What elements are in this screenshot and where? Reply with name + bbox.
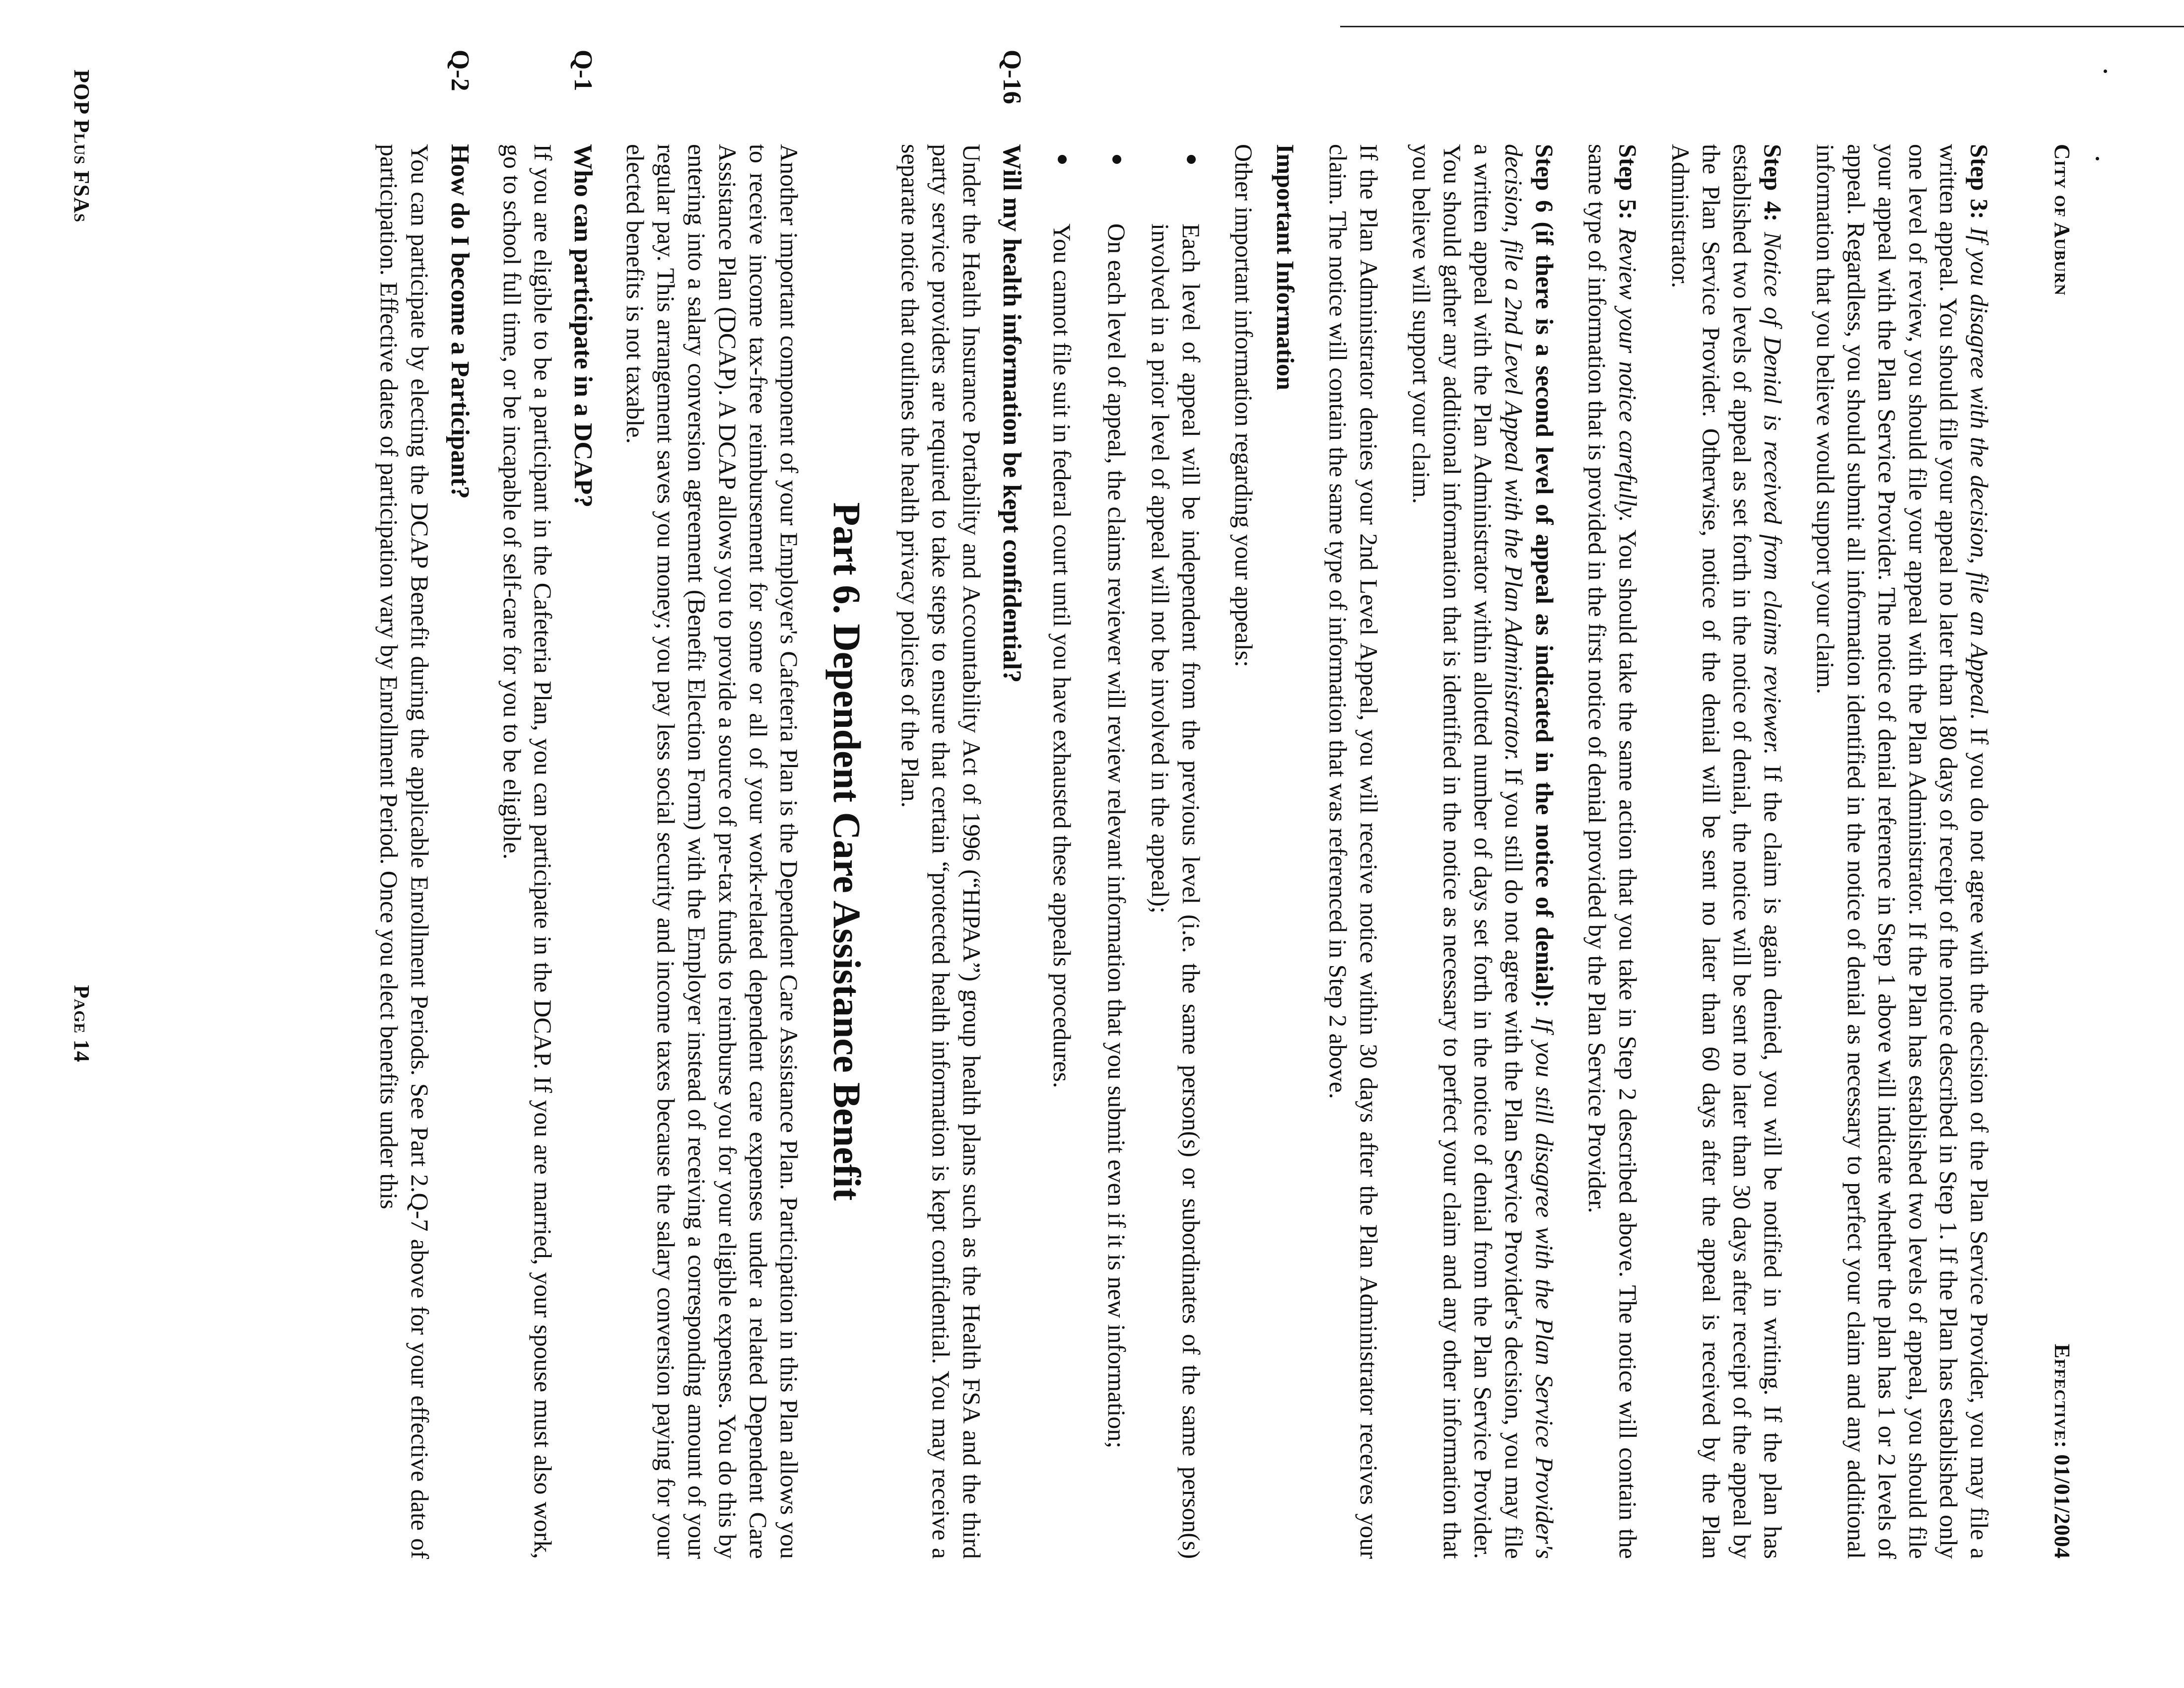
list-item — [1145, 144, 1207, 1559]
bullet-icon — [1112, 155, 1121, 164]
step-italic: Review your notice carefully. — [1614, 227, 1642, 522]
question-number: Q-16 — [998, 50, 1026, 104]
page-header — [2049, 144, 2075, 1559]
list-item-text: You cannot file suit in federal court until you have exhausted these appeals procedures. — [1048, 223, 1076, 1088]
list-item-text: Each level of appeal will be independent from the previous level (i.e. the same person(s) or subordinates of the same person(s) involved in a prior level of appeal will not be involved in the appeal); — [1147, 223, 1205, 1559]
step-italic: If you disagree with the decision, file an Appeal. — [1966, 227, 1993, 720]
admin-denial-paragraph: If the Plan Administrator denies your 2nd Level Appeal, you will receive notice within 30 days after the Plan Administrator receives your claim. The notice will contain the same type of information that was referenced in Step 2 above. — [1324, 144, 1383, 1559]
footer-left: POP Plus FSAs — [69, 70, 94, 223]
important-heading: Important Information — [1272, 144, 1299, 390]
step-italic: If you still disagree with the Plan Service Provider's decision, file a 2nd Level Appeal with the Plan Administrator. — [1500, 144, 1559, 1559]
step-4 — [1665, 144, 1788, 1559]
step-lead: Step 3: — [1966, 144, 1993, 219]
step-text: You should take the same action that you take in Step 2 described above. The notice will contain the same type of information that is provided in the first notice of denial provided by the Plan Service Provider. — [1583, 144, 1642, 1559]
question-q16 — [996, 50, 1027, 1559]
bullet-icon — [1058, 155, 1067, 164]
question-number: Q-2 — [446, 50, 474, 91]
step-lead: Step 6 (if there is a second level of appeal as indicated in the notice of denial): — [1531, 144, 1559, 1008]
page-footer — [69, 70, 94, 1618]
question-text: Will my health information be kept confidential? — [998, 144, 1026, 683]
step-text: If you still do not agree with the Plan Service Provider's decision, you may file a written appeal with the Plan Administrator within allotted number of days set forth in the notice of denial from the Plan Service Provider. You should gather any additional information that is identified in the notice as necessary to perfect your claim and any other information that you believe will support your claim. — [1408, 144, 1528, 1559]
bullet-icon — [1187, 155, 1196, 164]
question-text: How do I become a Participant? — [446, 144, 474, 499]
page-number: Page 14 — [69, 985, 94, 1062]
step-3 — [1810, 144, 1995, 1559]
header-right: Effective: 01/01/2004 — [2050, 1343, 2074, 1559]
part-6-title: Part 6. Dependent Care Assistance Benefit — [825, 502, 869, 1201]
step-text: If you do not agree with the decision of the Plan Service Provider, you may file a written appeal. You should file your appeal no later than 180 days of receipt of the notice described in Step 1. If the Plan has established only one level of review, you should file your appeal with the Plan Administrator. If the Plan has established two levels of appeal, you should file your appeal with the Plan Service Provider. The notice of denial reference in Step 1 above will indicate whether the plan has 1 or 2 levels of appeal. Regardless, you should submit all information identified in the notice of denial as necessary to perfect your claim and any additional information that you believe would support your claim. — [1812, 144, 1993, 1559]
q16-answer: Under the Health Insurance Portability and Accountability Act of 1996 (“HIPAA”) group health plans such as the Health FSA and the third party service providers are required to take steps to ensure that certain “protected health information is kept confidential. You may receive a separate notice that outlines the health privacy policies of the Plan. — [896, 144, 986, 1559]
list-item — [1047, 144, 1078, 1559]
step-italic: Notice of Denial is received from claims reviewer. — [1759, 232, 1787, 755]
part-6-intro: Another important component of your Employer's Cafeteria Plan is the Dependent Care Assistance Plan. Participation in this Plan allows you to receive income tax-free reimbursement for some or all of your work-related dependent care expenses under a related Dependent Care Assistance Plan (DCAP). A DCAP allows you to provide a source of pre-tax funds to reimburse you for your eligible expenses. You do this by entering into a salary conversion agreement (Benefit Election Form) with the Employer instead of receiving a corresponding amount of your regular pay. This arrangement saves you money; you pay less social security and income taxes because the salary conversion paying for your elected benefits is not taxable. — [621, 144, 803, 1559]
header-left: City of Auburn — [2050, 144, 2074, 296]
q2-answer: You can participate by electing the DCAP Benefit during the applicable Enrollment Periods. See Part 2.Q-7 above for your effective date of participation. Effective dates of participation vary by Enrollment Period. Once you elect benefits under this — [375, 144, 434, 1559]
step-text: If the claim is again denied, you will be notified in writing. If the plan has established two levels of appeal as set forth in the notice of denial, the notice will be sent no later than 30 days after receipt of the appeal by the Plan Service Provider. Otherwise, notice of the denial will be sent no later than 60 days after the appeal is received by the Plan Administrator. — [1667, 144, 1787, 1559]
step-5 — [1582, 144, 1643, 1559]
appeal-steps — [1406, 144, 1995, 1559]
step-lead: Step 4: — [1759, 144, 1787, 222]
list-item-text: On each level of appeal, the claims reviewer will review relevant information that you submit even if it is new information; — [1103, 223, 1131, 1449]
question-q1 — [567, 50, 598, 1559]
important-list — [1047, 144, 1207, 1559]
question-number: Q-1 — [569, 50, 597, 91]
question-text: Who can participate in a DCAP? — [569, 144, 597, 508]
list-item — [1101, 144, 1132, 1559]
q1-answer: If you are eligible to be a participant in the Cafeteria Plan, you can participate in the DCAP. If you are married, your spouse must also work, go to school full time, or be incapable of self-care for you to be eligible. — [498, 144, 557, 1559]
important-intro: Other important information regarding your appeals: — [1230, 144, 1258, 667]
step-6 — [1406, 144, 1560, 1559]
step-lead: Step 5: — [1614, 144, 1642, 220]
question-q2 — [444, 50, 475, 1559]
